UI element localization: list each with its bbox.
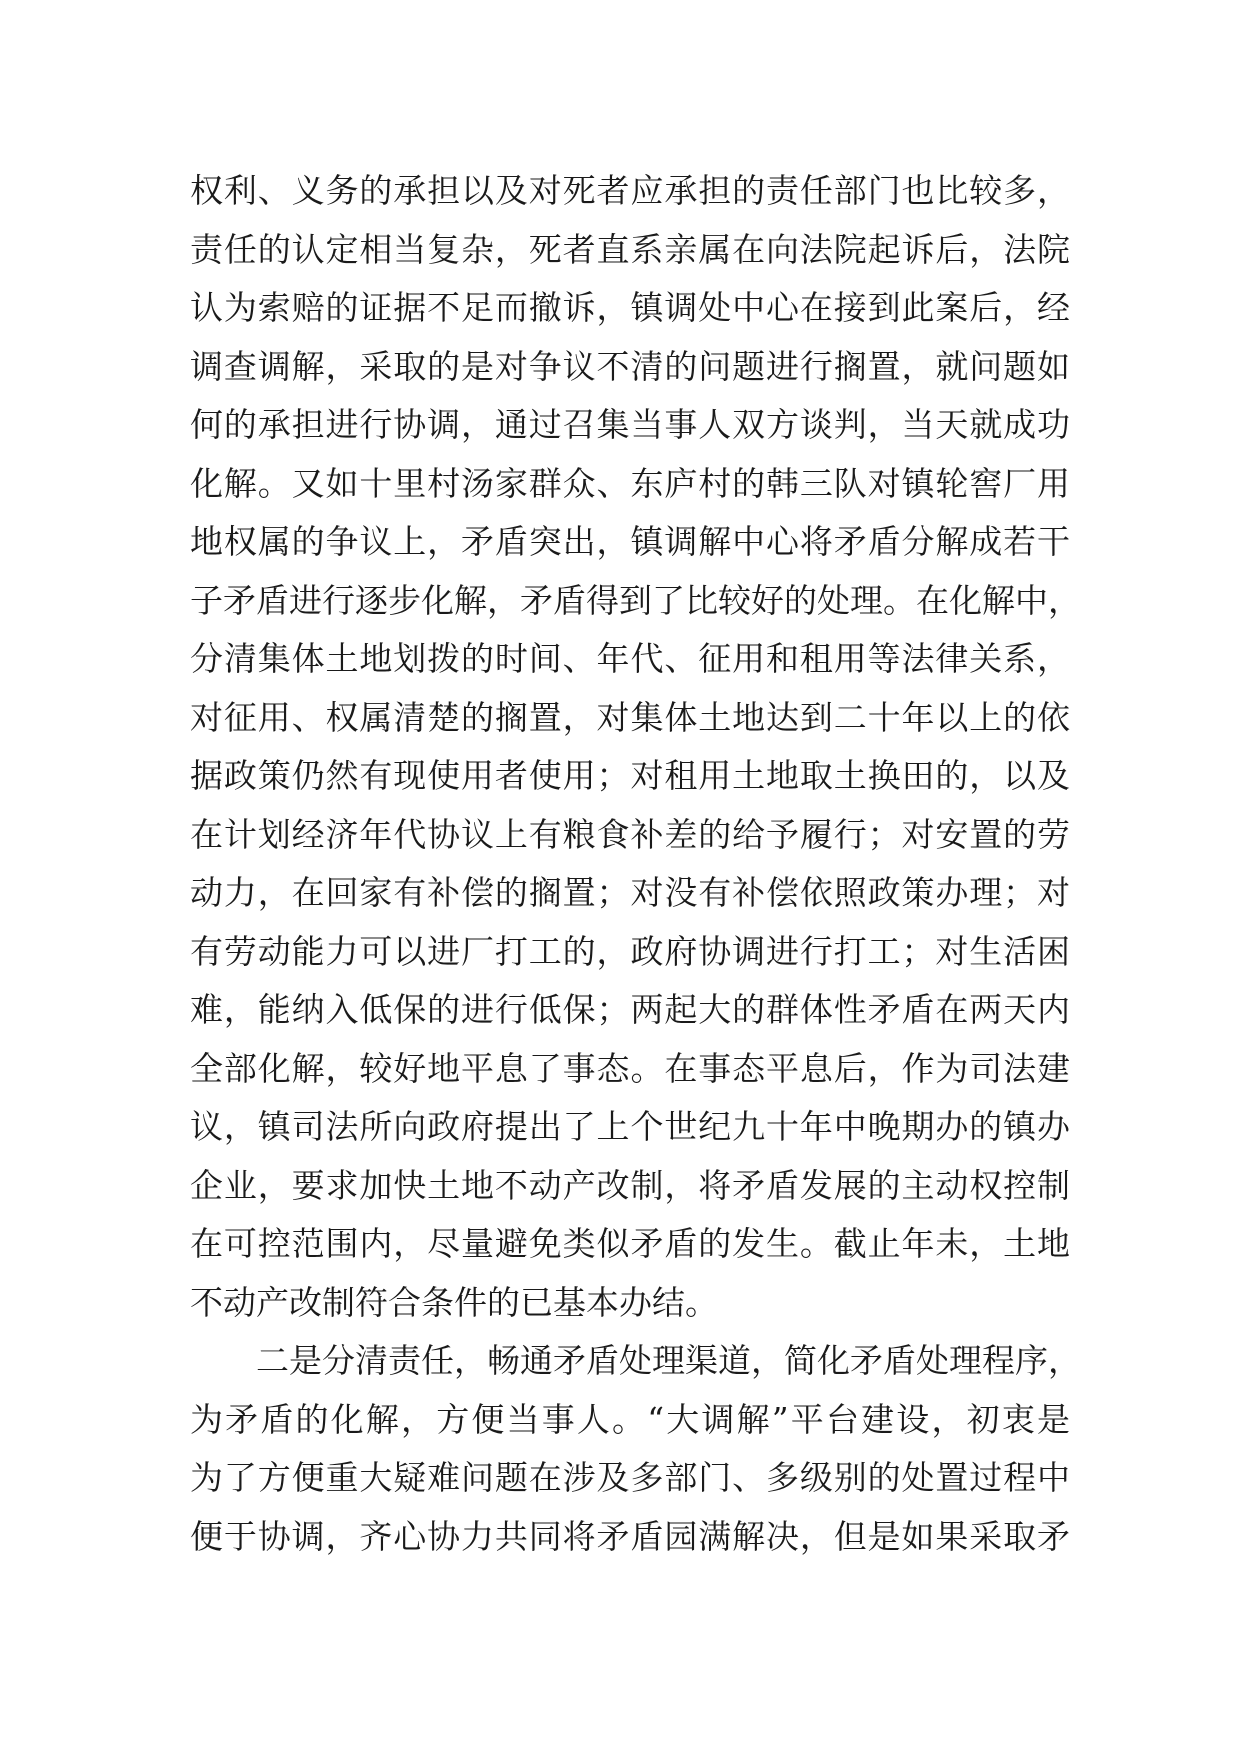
text-line: 难，能纳入低保的进行低保；两起大的群体性矛盾在两天内 [190, 990, 1070, 1029]
text-line: 化解。又如十里村汤家群众、东庐村的韩三队对镇轮窖厂用 [190, 463, 1070, 503]
text-line: 分清集体土地划拨的时间、年代、征用和租用等法律关系， [190, 639, 1070, 678]
text-line: 对征用、权属清楚的搁置，对集体土地达到二十年以上的依 [190, 697, 1070, 737]
text-line: 便于协调，齐心协力共同将矛盾园满解决，但是如果采取矛 [190, 1516, 1070, 1556]
text-line: 调查调解，采取的是对争议不清的问题进行搁置，就问题如 [190, 346, 1070, 386]
text-line: 在可控范围内，尽量避免类似矛盾的发生。截止年未，土地 [190, 1224, 1070, 1263]
body-text [190, 162, 1081, 1566]
text-line: 子矛盾进行逐步化解，矛盾得到了比较好的处理。在化解中， [190, 580, 1081, 620]
text-line: 不动产改制符合条件的已基本办结。 [190, 1282, 718, 1322]
text-line: 动力，在回家有补偿的搁置；对没有补偿依照政策办理；对 [190, 873, 1070, 912]
text-line: 责任的认定相当复杂，死者直系亲属在向法院起诉后，法院 [190, 229, 1070, 269]
text-line: 何的承担进行协调，通过召集当事人双方谈判，当天就成功 [190, 405, 1070, 444]
text-line: 在计划经济年代协议上有粮食补差的给予履行；对安置的劳 [190, 814, 1070, 854]
text-line: 全部化解，较好地平息了事态。在事态平息后，作为司法建 [190, 1048, 1070, 1088]
text-line: 权利、义务的承担以及对死者应承担的责任部门也比较多， [190, 171, 1070, 210]
text-line: 为了方便重大疑难问题在涉及多部门、多级别的处置过程中 [190, 1458, 1070, 1497]
text-line: 认为索赔的证据不足而撤诉，镇调处中心在接到此案后，经 [190, 288, 1070, 327]
text-line: 为矛盾的化解，方便当事人。“大调解”平台建设，初衷是 [190, 1399, 1070, 1439]
text-line: 地权属的争议上，矛盾突出，镇调解中心将矛盾分解成若干 [190, 522, 1070, 561]
text-line: 有劳动能力可以进厂打工的，政府协调进行打工；对生活困 [190, 931, 1070, 971]
text-line: 议，镇司法所向政府提出了上个世纪九十年中晚期办的镇办 [190, 1107, 1070, 1146]
text-line: 据政策仍然有现使用者使用；对租用土地取土换田的，以及 [190, 756, 1070, 795]
text-line: 企业，要求加快土地不动产改制，将矛盾发展的主动权控制 [190, 1165, 1070, 1205]
paragraph-start-line: 二是分清责任，畅通矛盾处理渠道，简化矛盾处理程序， [256, 1341, 1081, 1380]
